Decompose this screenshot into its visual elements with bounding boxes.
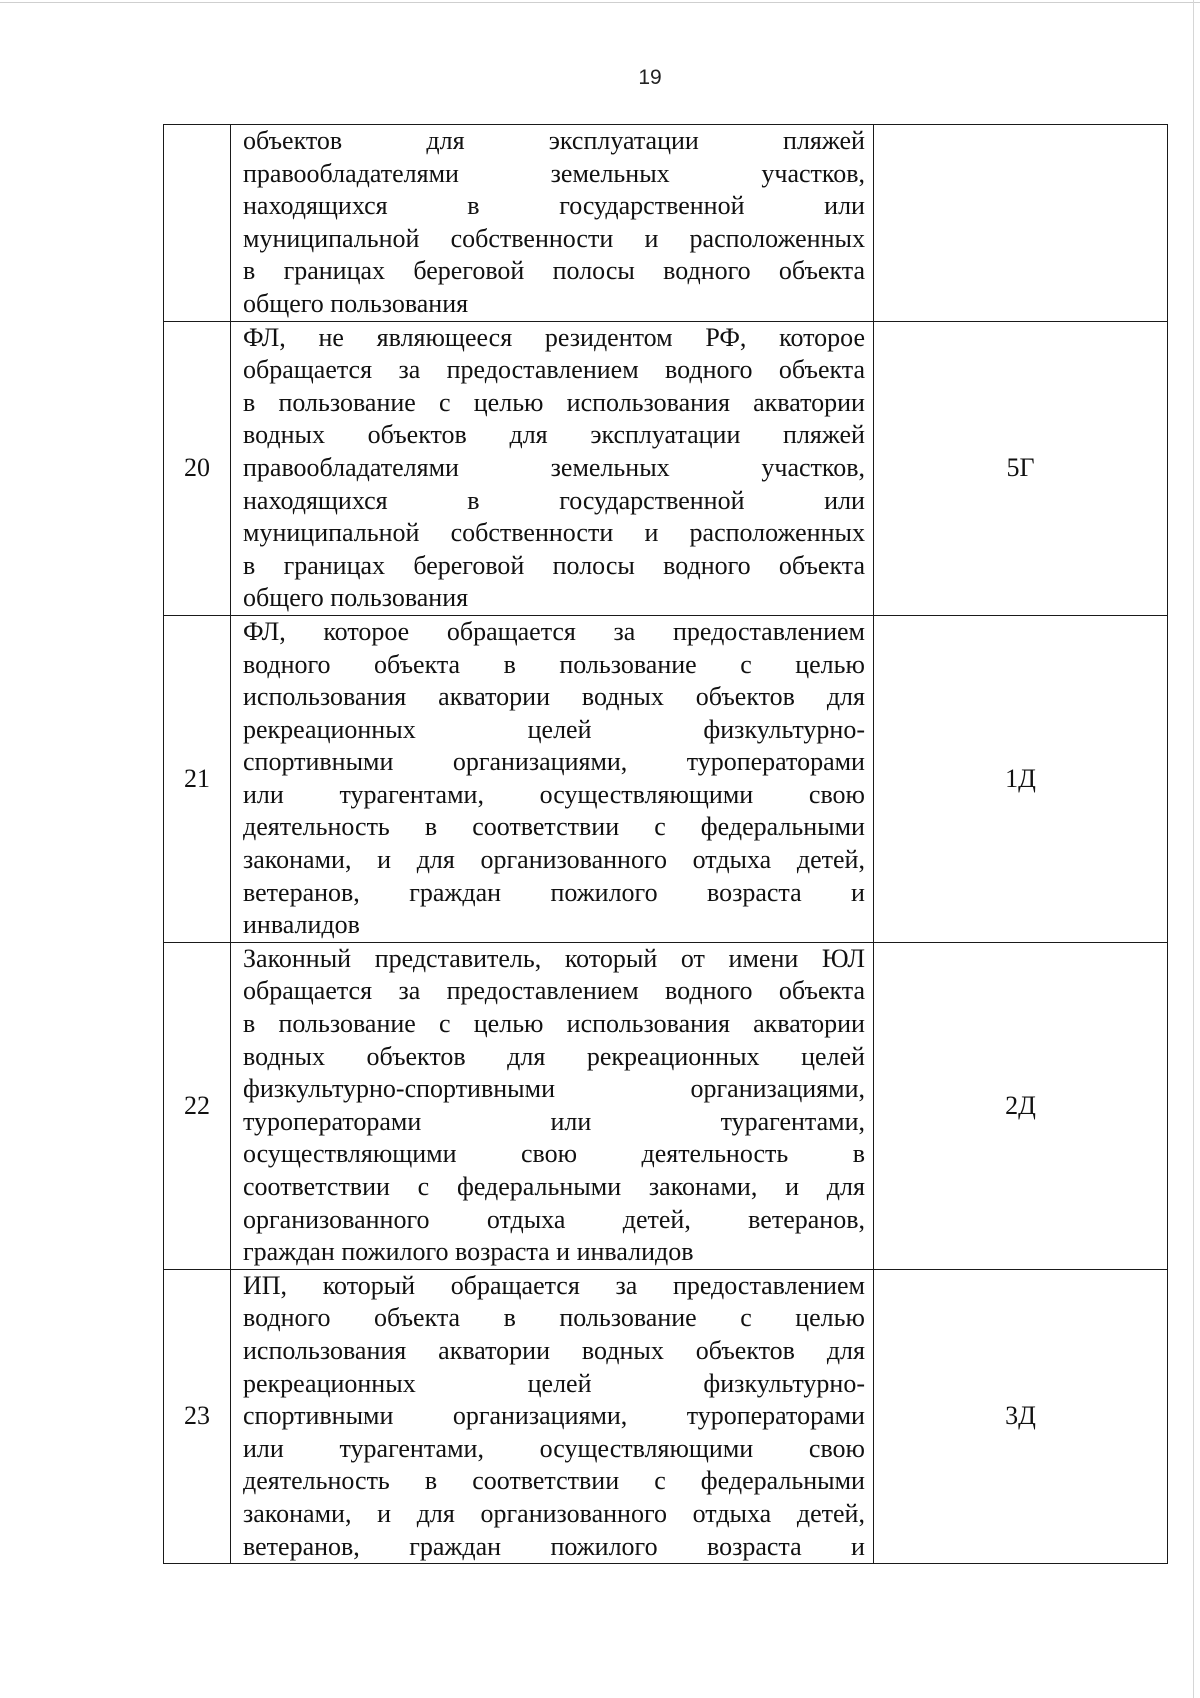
description-line bbox=[243, 1433, 865, 1466]
word: организациями, bbox=[452, 747, 628, 777]
word: с bbox=[654, 812, 666, 842]
word: водного bbox=[665, 976, 753, 1006]
word: целей bbox=[801, 1041, 865, 1071]
word: водных bbox=[581, 682, 664, 712]
word: соответствии bbox=[472, 1466, 620, 1496]
word: с bbox=[740, 649, 752, 679]
word: законами, bbox=[648, 1172, 758, 1201]
word: и bbox=[644, 223, 659, 253]
word: резидентом bbox=[544, 322, 673, 352]
word: береговой bbox=[413, 550, 525, 580]
word: водного bbox=[243, 649, 331, 679]
description-line bbox=[243, 811, 865, 844]
word: спортивными bbox=[243, 747, 394, 777]
word: и bbox=[644, 518, 659, 548]
word: предоставлением bbox=[446, 976, 639, 1006]
word: турагентами, bbox=[720, 1106, 865, 1136]
word: спортивными bbox=[243, 1401, 394, 1431]
word: возраста bbox=[706, 1531, 802, 1561]
description-line bbox=[243, 1400, 865, 1433]
variant-code-cell: 2Д bbox=[874, 942, 1168, 1269]
table-row bbox=[164, 1269, 1168, 1563]
word: участков, bbox=[761, 158, 865, 188]
word: водных bbox=[581, 1335, 664, 1365]
word: ИП, bbox=[243, 1270, 288, 1300]
word: или bbox=[550, 1106, 592, 1136]
word: ФЛ, bbox=[243, 616, 286, 646]
word: осуществляющими bbox=[243, 1139, 457, 1169]
word: детей, bbox=[796, 1498, 865, 1528]
word: осуществляющими bbox=[539, 779, 754, 809]
word: рекреационных bbox=[243, 1368, 416, 1398]
applicant-description-cell bbox=[231, 321, 874, 615]
word: объектов bbox=[367, 420, 467, 450]
variant-code-cell: 3Д bbox=[874, 1269, 1168, 1563]
word: полосы bbox=[552, 256, 635, 286]
applicant-description-cell bbox=[231, 615, 874, 942]
word: для bbox=[826, 1172, 865, 1201]
word: РФ, bbox=[705, 322, 747, 352]
description-line bbox=[243, 779, 865, 812]
description-line bbox=[243, 158, 865, 191]
word: береговой bbox=[413, 256, 525, 286]
word: обращается bbox=[446, 616, 576, 646]
word: в bbox=[243, 1009, 256, 1039]
word: организациями, bbox=[690, 1074, 865, 1104]
applicant-description-cell bbox=[231, 942, 874, 1269]
word: собственности bbox=[450, 518, 614, 548]
word: федеральными bbox=[700, 812, 865, 842]
word: и bbox=[785, 1172, 800, 1201]
word: использования bbox=[243, 1335, 407, 1365]
word: законами, bbox=[243, 1498, 352, 1528]
word: с bbox=[439, 387, 451, 417]
word: в bbox=[503, 649, 516, 679]
word: от bbox=[680, 943, 705, 973]
word: полосы bbox=[552, 550, 635, 580]
word: акватории bbox=[753, 1009, 865, 1039]
table-row bbox=[164, 942, 1168, 1269]
description-line bbox=[243, 1335, 865, 1368]
description-line bbox=[243, 1073, 865, 1106]
word: пользование bbox=[559, 649, 697, 679]
description-line bbox=[243, 387, 865, 420]
word: физкультурно-спортивными bbox=[243, 1074, 555, 1104]
word: который bbox=[564, 943, 658, 973]
word: объекта bbox=[778, 355, 865, 385]
description-line bbox=[243, 582, 865, 615]
description-line bbox=[243, 681, 865, 714]
word: соответствии bbox=[243, 1172, 390, 1201]
word: объекта bbox=[778, 550, 865, 580]
row-number-cell: 22 bbox=[164, 942, 231, 1269]
scan-edge-top bbox=[0, 2, 1200, 3]
word: обращается bbox=[243, 355, 373, 385]
word: турагентами, bbox=[339, 1433, 484, 1463]
word: туроператорами bbox=[686, 747, 865, 777]
word: объекта bbox=[374, 1303, 461, 1333]
description-line bbox=[243, 1270, 865, 1303]
word: деятельность bbox=[243, 1466, 390, 1496]
description-line bbox=[243, 1171, 865, 1204]
word: имени bbox=[728, 943, 799, 973]
word: государственной bbox=[559, 485, 745, 515]
applicant-description-cell bbox=[231, 125, 874, 322]
word: деятельность bbox=[641, 1139, 789, 1169]
word: в bbox=[467, 485, 480, 515]
word: объектов bbox=[243, 126, 343, 155]
description-line bbox=[243, 190, 865, 223]
word: земельных bbox=[550, 158, 670, 188]
word: для bbox=[509, 420, 548, 450]
word: и bbox=[377, 845, 392, 875]
description-line bbox=[243, 485, 865, 518]
word: водных bbox=[243, 420, 325, 450]
word: свою bbox=[808, 1433, 865, 1463]
word: представитель, bbox=[374, 943, 542, 973]
word: законами, bbox=[243, 845, 352, 875]
word: предоставлением bbox=[446, 355, 639, 385]
description-line bbox=[243, 909, 865, 942]
word: целей bbox=[527, 1368, 592, 1398]
word: турагентами, bbox=[339, 779, 484, 809]
word: или bbox=[824, 485, 865, 515]
word: пляжей bbox=[783, 420, 865, 450]
word: туроператорами bbox=[686, 1401, 865, 1431]
word: Законный bbox=[243, 943, 352, 973]
description-line bbox=[243, 1138, 865, 1171]
word: в bbox=[503, 1303, 516, 1333]
word: водного bbox=[663, 256, 751, 286]
word: целью bbox=[473, 1009, 544, 1039]
word: обращается bbox=[450, 1270, 580, 1300]
description-line bbox=[243, 223, 865, 256]
word: находящихся bbox=[243, 191, 388, 221]
word: или bbox=[243, 1433, 284, 1463]
word: собственности bbox=[450, 223, 614, 253]
word: пожилого bbox=[550, 877, 658, 907]
word: не bbox=[318, 322, 344, 352]
word: в bbox=[424, 1466, 438, 1496]
word: инвалидов bbox=[243, 910, 360, 940]
description-line bbox=[243, 517, 865, 550]
word: целью bbox=[473, 387, 544, 417]
description-line bbox=[243, 943, 865, 976]
word: пожилого bbox=[550, 1531, 658, 1561]
word: государственной bbox=[559, 191, 745, 221]
description-line bbox=[243, 288, 865, 321]
word: участков, bbox=[761, 452, 865, 482]
word: физкультурно- bbox=[703, 714, 865, 744]
word: или bbox=[824, 191, 865, 221]
word: использования bbox=[243, 682, 407, 712]
word: акватории bbox=[438, 1335, 550, 1365]
description-line bbox=[243, 714, 865, 747]
word: граждан bbox=[409, 1531, 502, 1561]
word: ЮЛ bbox=[821, 943, 865, 973]
word: в bbox=[243, 550, 256, 580]
word: для bbox=[426, 126, 465, 155]
word: объекта bbox=[778, 256, 865, 286]
word: объектов bbox=[695, 1335, 795, 1365]
word: отдыха bbox=[692, 845, 772, 875]
word: ветеранов, bbox=[243, 877, 360, 907]
variant-code-cell bbox=[874, 125, 1168, 322]
word: которое bbox=[323, 616, 410, 646]
word: пляжей bbox=[783, 126, 865, 155]
word: деятельность bbox=[243, 812, 390, 842]
word: и bbox=[851, 1531, 865, 1561]
table-body bbox=[164, 125, 1168, 1564]
word: муниципальной bbox=[243, 223, 420, 253]
table-row bbox=[164, 615, 1168, 942]
word: детей, bbox=[796, 845, 865, 875]
word: в bbox=[467, 191, 480, 221]
description-line bbox=[243, 975, 865, 1008]
word: в bbox=[243, 387, 256, 417]
word: возраста bbox=[706, 877, 802, 907]
word: правообладателями bbox=[243, 452, 459, 482]
description-line bbox=[243, 1465, 865, 1498]
word: находящихся bbox=[243, 485, 388, 515]
word: эксплуатации bbox=[590, 420, 741, 450]
word: целью bbox=[795, 1303, 865, 1333]
description-line bbox=[243, 1106, 865, 1139]
word: объектов bbox=[695, 682, 795, 712]
word: ветеранов, bbox=[243, 1531, 360, 1561]
word: для bbox=[826, 682, 865, 712]
description-line bbox=[243, 1008, 865, 1041]
word: организованного bbox=[480, 845, 667, 875]
word: земельных bbox=[550, 452, 670, 482]
word: общего пользования bbox=[243, 288, 469, 318]
word: который bbox=[322, 1270, 416, 1300]
word: использования bbox=[566, 387, 730, 417]
word: акватории bbox=[753, 387, 865, 417]
word: граждан пожилого возраста и инвалидов bbox=[243, 1237, 694, 1267]
word: и bbox=[851, 877, 865, 907]
document-table bbox=[163, 124, 1168, 1564]
row-number-cell bbox=[164, 125, 231, 322]
word: для bbox=[826, 1335, 865, 1365]
word: пользование bbox=[278, 1009, 416, 1039]
word: водного bbox=[665, 355, 753, 385]
description-line bbox=[243, 354, 865, 387]
word: целей bbox=[527, 714, 592, 744]
word: водного bbox=[243, 1303, 331, 1333]
description-line bbox=[243, 649, 865, 682]
scan-edge-right bbox=[1193, 0, 1194, 1698]
word: ветеранов, bbox=[748, 1204, 865, 1234]
page-number: 19 bbox=[638, 66, 662, 89]
word: предоставлением bbox=[672, 1270, 865, 1300]
word: с bbox=[439, 1009, 451, 1039]
word: соответствии bbox=[472, 812, 620, 842]
word: для bbox=[416, 845, 455, 875]
word: границах bbox=[283, 550, 386, 580]
word: за bbox=[615, 1270, 638, 1300]
description-line bbox=[243, 1041, 865, 1074]
variant-code-cell: 1Д bbox=[874, 615, 1168, 942]
word: для bbox=[416, 1498, 455, 1528]
word: или bbox=[243, 779, 284, 809]
description-line bbox=[243, 877, 865, 910]
word: муниципальной bbox=[243, 518, 420, 548]
word: акватории bbox=[438, 682, 550, 712]
word: за bbox=[613, 616, 636, 646]
description-line bbox=[243, 844, 865, 877]
word: границах bbox=[283, 256, 386, 286]
word: детей, bbox=[622, 1204, 691, 1234]
word: в bbox=[852, 1139, 865, 1169]
row-number-cell: 23 bbox=[164, 1269, 231, 1563]
word: правообладателями bbox=[243, 158, 459, 188]
description-line bbox=[243, 1531, 865, 1564]
word: в bbox=[424, 812, 438, 842]
word: для bbox=[507, 1041, 546, 1071]
table-row bbox=[164, 321, 1168, 615]
word: организованного bbox=[243, 1204, 430, 1234]
word: целью bbox=[795, 649, 865, 679]
word: ФЛ, bbox=[243, 322, 286, 352]
word: пользование bbox=[278, 387, 416, 417]
word: использования bbox=[566, 1009, 730, 1039]
word: объектов bbox=[366, 1041, 466, 1071]
word: граждан bbox=[409, 877, 502, 907]
table-row bbox=[164, 125, 1168, 322]
word: общего пользования bbox=[243, 583, 469, 613]
word: физкультурно- bbox=[703, 1368, 865, 1398]
word: осуществляющими bbox=[539, 1433, 754, 1463]
description-line bbox=[243, 1368, 865, 1401]
word: организованного bbox=[480, 1498, 667, 1528]
word: предоставлением bbox=[672, 616, 865, 646]
word: в bbox=[243, 256, 256, 286]
word: расположенных bbox=[689, 223, 865, 253]
word: свою bbox=[520, 1139, 578, 1169]
word: с bbox=[740, 1303, 752, 1333]
applicant-description-cell bbox=[231, 1269, 874, 1563]
word: рекреационных bbox=[243, 714, 416, 744]
description-line bbox=[243, 746, 865, 779]
word: рекреационных bbox=[586, 1041, 760, 1071]
description-line bbox=[243, 255, 865, 288]
description-line bbox=[243, 1204, 865, 1237]
word: объекта bbox=[374, 649, 461, 679]
variant-code-cell: 5Г bbox=[874, 321, 1168, 615]
description-line bbox=[243, 1302, 865, 1335]
description-line bbox=[243, 1236, 865, 1269]
word: объекта bbox=[778, 976, 865, 1006]
word: водных bbox=[243, 1041, 325, 1071]
word: эксплуатации bbox=[548, 126, 699, 155]
word: являющееся bbox=[376, 322, 513, 352]
word: отдыха bbox=[692, 1498, 772, 1528]
word: туроператорами bbox=[243, 1106, 422, 1136]
word: отдыха bbox=[486, 1204, 566, 1234]
word: расположенных bbox=[689, 518, 865, 548]
word: организациями, bbox=[452, 1401, 628, 1431]
description-line bbox=[243, 125, 865, 158]
description-line bbox=[243, 1498, 865, 1531]
row-number-cell: 20 bbox=[164, 321, 231, 615]
description-line bbox=[243, 616, 865, 649]
description-line bbox=[243, 550, 865, 583]
description-line bbox=[243, 452, 865, 485]
word: федеральными bbox=[700, 1466, 865, 1496]
word: и bbox=[377, 1498, 392, 1528]
word: которое bbox=[779, 322, 865, 352]
word: за bbox=[398, 355, 421, 385]
word: свою bbox=[808, 779, 865, 809]
description-line bbox=[243, 419, 865, 452]
word: федеральными bbox=[456, 1172, 622, 1201]
word: с bbox=[417, 1172, 430, 1201]
word: пользование bbox=[559, 1303, 697, 1333]
description-line bbox=[243, 322, 865, 355]
word: водного bbox=[663, 550, 751, 580]
row-number-cell: 21 bbox=[164, 615, 231, 942]
word: обращается bbox=[243, 976, 373, 1006]
word: с bbox=[654, 1466, 666, 1496]
word: за bbox=[398, 976, 421, 1006]
